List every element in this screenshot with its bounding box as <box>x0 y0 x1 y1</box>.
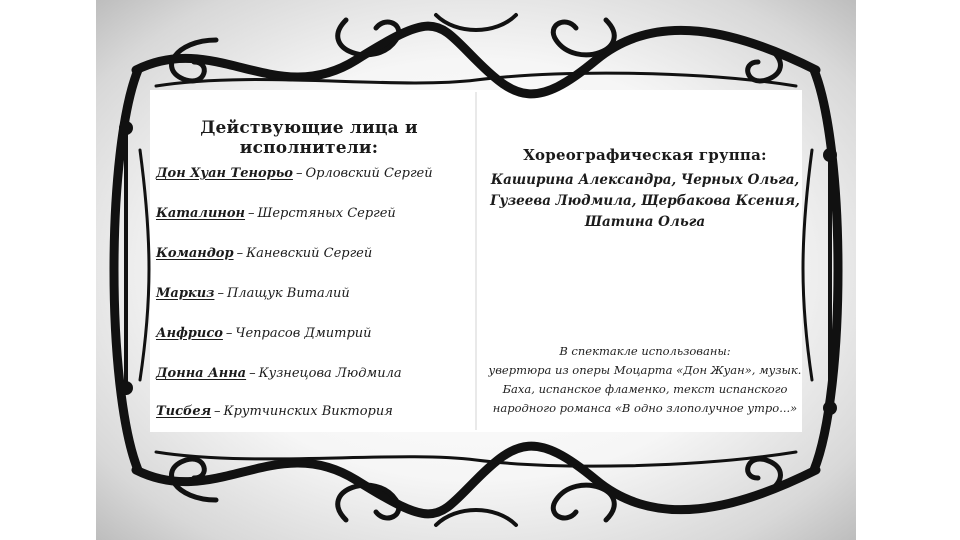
cast-role: Командор <box>156 246 234 261</box>
bottom-center-curl <box>436 510 516 525</box>
cast-dash: – <box>217 286 224 301</box>
cast-actor: Кузнецова Людмила <box>258 366 402 381</box>
top-scroll <box>136 26 816 94</box>
right-bottom-bead <box>823 401 837 415</box>
cast-row <box>156 206 396 221</box>
top-thin-line <box>156 73 796 86</box>
cast-role: Маркиз <box>156 286 215 301</box>
left-thin-rail <box>140 150 149 380</box>
cast-actor: Плащук Виталий <box>226 286 350 301</box>
scanned-program-spread <box>96 0 856 540</box>
note-line: увертюра из оперы Моцарта «Дон Жуан», музык. <box>488 363 802 377</box>
cast-actor: Шерстяных Сергей <box>257 206 396 221</box>
note-line: В спектакле использованы: <box>559 344 731 358</box>
music-note <box>486 342 804 418</box>
cast-page <box>150 96 468 428</box>
cast-row <box>156 166 433 181</box>
bottom-thin-line <box>156 452 796 466</box>
cast-role: Анфрисо <box>156 326 223 341</box>
cast-dash: – <box>249 366 256 381</box>
right-top-bead <box>823 148 837 162</box>
bottom-right-curl <box>553 485 614 520</box>
cast-row <box>156 366 402 381</box>
cast-role: Дон Хуан Тенорьо <box>156 166 293 181</box>
dancers-line: Гузеева Людмила, Щербакова Ксения, <box>490 193 800 209</box>
bottom-scroll <box>136 446 816 514</box>
right-thin-rail <box>803 150 812 380</box>
cast-actor: Крутчинских Виктория <box>223 404 393 419</box>
note-line: Баха, испанское фламенко, текст испанского <box>502 382 788 396</box>
cast-dash: – <box>248 206 255 221</box>
cast-dash: – <box>214 404 221 419</box>
cast-actor: Орловский Сергей <box>305 166 433 181</box>
choreography-page <box>486 96 804 428</box>
cast-role: Каталинон <box>156 206 246 221</box>
top-right-curl <box>553 20 614 55</box>
cast-dash: – <box>236 246 244 261</box>
left-top-bead <box>119 121 133 135</box>
choreography-heading: Хореографическая группа: <box>523 146 767 164</box>
cast-actor: Чепрасов Дмитрий <box>235 326 372 341</box>
cast-dash: – <box>295 166 303 181</box>
dancers-line: Каширина Александра, Черных Ольга, <box>490 172 800 188</box>
cast-row <box>156 286 350 301</box>
cast-dash: – <box>225 326 233 341</box>
cast-row <box>156 326 372 341</box>
top-center-curl <box>436 15 516 30</box>
note-line: народного романса «В одно злополучное утро...» <box>492 401 798 415</box>
cast-row <box>156 246 372 261</box>
dancers-line: Шатина Ольга <box>584 214 706 230</box>
left-bottom-bead <box>119 381 133 395</box>
cast-row <box>156 404 393 419</box>
cast-role: Донна Анна <box>156 366 247 381</box>
dancers-list <box>486 170 804 233</box>
cast-actor: Каневский Сергей <box>246 246 373 261</box>
cast-heading: Действующие лица и исполнители: <box>200 118 418 158</box>
cast-role: Тисбея <box>156 404 212 419</box>
